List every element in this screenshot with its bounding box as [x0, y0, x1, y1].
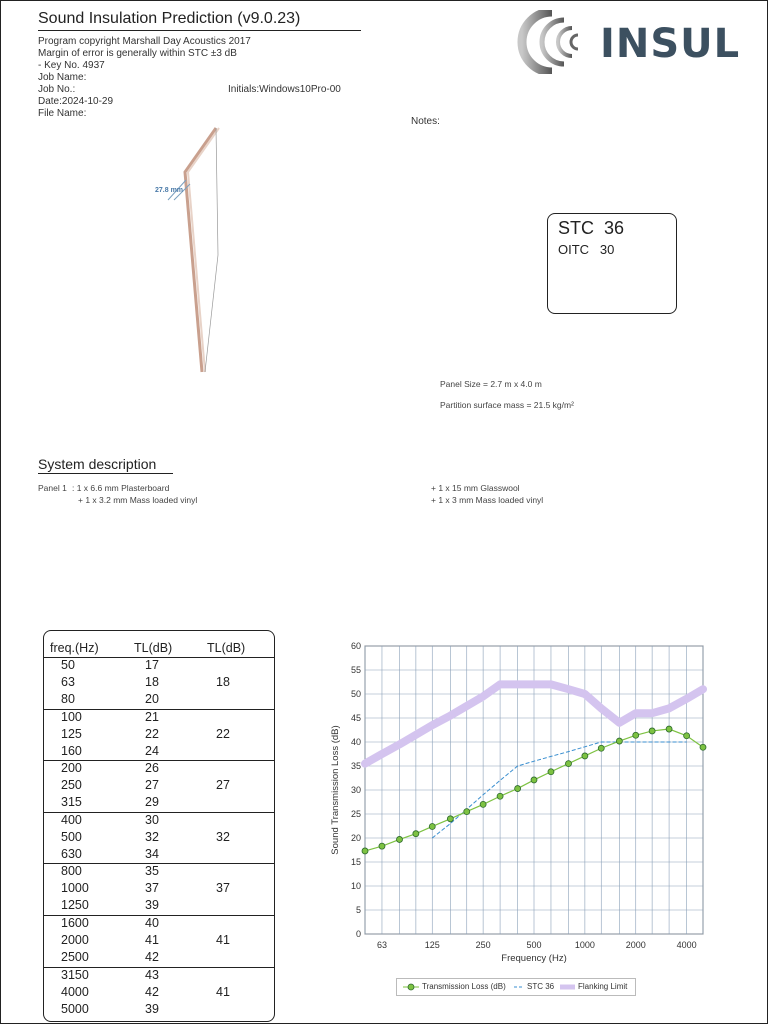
legend-stc: STC 36: [527, 982, 555, 991]
y-tick-label: 50: [350, 689, 361, 699]
oitc-rating: OITC 30: [558, 242, 615, 257]
x-tick-label: 2000: [625, 940, 646, 950]
header-freq: freq.(Hz): [50, 641, 99, 655]
octave-tl-cell: 27: [216, 778, 230, 793]
key-number: - Key No. 4937: [38, 60, 105, 71]
freq-cell: 50: [61, 658, 75, 672]
tl-point: [379, 843, 385, 849]
octave-group: [44, 915, 274, 967]
y-tick-label: 10: [350, 881, 361, 891]
tl-table: [43, 630, 275, 1022]
tl-cell: 34: [145, 846, 159, 861]
report-title: Sound Insulation Prediction (v9.0.23): [38, 10, 301, 27]
tl-point: [565, 761, 571, 767]
freq-cell: 500: [61, 829, 82, 844]
tl-cell: 35: [145, 864, 159, 879]
header-tl-octave: TL(dB): [207, 641, 246, 655]
tl-point: [429, 823, 435, 829]
tl-point: [515, 786, 521, 792]
panel-size: Panel Size = 2.7 m x 4.0 m: [440, 379, 542, 389]
system-description-heading: System description: [38, 456, 157, 472]
legend-tl: Transmission Loss (dB): [422, 982, 506, 991]
tl-point: [362, 848, 368, 854]
tl-point: [548, 769, 554, 775]
y-tick-label: 35: [350, 761, 361, 771]
title-underline: [38, 30, 361, 31]
octave-group: [44, 812, 274, 864]
tl-point: [447, 816, 453, 822]
panel-label: Panel 1: [38, 483, 67, 493]
tl-cell: 22: [145, 726, 159, 741]
x-tick-label: 500: [526, 940, 542, 950]
freq-cell: 63: [61, 675, 75, 689]
y-tick-label: 25: [350, 809, 361, 819]
tl-cell: 30: [145, 812, 159, 827]
surface-mass: Partition surface mass = 21.5 kg/m²: [440, 400, 574, 410]
y-tick-label: 0: [355, 929, 361, 939]
job-no-label: Job No.:: [38, 84, 76, 95]
tl-point: [582, 753, 588, 759]
chart-legend: [396, 978, 636, 996]
tl-cell: 43: [145, 967, 159, 982]
tl-cell: 32: [145, 829, 159, 844]
freq-cell: 5000: [61, 1001, 89, 1016]
tl-cell: 37: [145, 881, 159, 896]
freq-cell: 250: [61, 778, 82, 793]
tl-cell: 29: [145, 795, 159, 810]
freq-cell: 200: [61, 761, 82, 776]
freq-cell: 3150: [61, 967, 89, 982]
stc-rating: STC 36: [558, 218, 625, 238]
freq-cell: 2500: [61, 950, 89, 964]
freq-cell: 80: [61, 692, 75, 706]
tl-point: [666, 726, 672, 732]
y-tick-label: 5: [355, 905, 361, 915]
x-tick-label: 250: [475, 940, 491, 950]
y-tick-label: 60: [350, 641, 361, 651]
tl-cell: 42: [145, 984, 159, 999]
x-axis-label: Frequency (Hz): [501, 953, 567, 964]
tl-point: [497, 793, 503, 799]
x-tick-label: 1000: [574, 940, 595, 950]
date-text: Date:2024-10-29: [38, 96, 114, 107]
tl-point: [464, 809, 470, 815]
octave-tl-cell: 32: [216, 829, 230, 844]
freq-cell: 2000: [61, 933, 89, 947]
initials-text: Initials:Windows10Pro-00: [228, 84, 341, 95]
tl-cell: 18: [145, 675, 159, 689]
x-tick-label: 125: [424, 940, 440, 950]
legend-flanking: Flanking Limit: [578, 982, 628, 991]
tl-point: [700, 744, 706, 750]
y-tick-label: 15: [350, 857, 361, 867]
insul-logo: [514, 10, 741, 74]
octave-group: [44, 760, 274, 812]
freq-cell: 100: [61, 709, 82, 724]
y-axis-label: Sound Transmission Loss (dB): [330, 725, 341, 855]
freq-cell: 1250: [61, 898, 89, 913]
freq-cell: 1600: [61, 916, 89, 930]
tl-cell: 42: [145, 950, 159, 964]
tl-cell: 41: [145, 933, 159, 947]
x-tick-label: 4000: [676, 940, 697, 950]
tl-cell: 24: [145, 743, 159, 758]
y-tick-label: 55: [350, 665, 361, 675]
tl-cell: 40: [145, 916, 159, 930]
dimension-label: 27.8 mm: [155, 187, 184, 194]
octave-tl-cell: 22: [216, 726, 230, 741]
header-tl: TL(dB): [134, 641, 173, 655]
y-tick-label: 45: [350, 713, 361, 723]
freq-cell: 125: [61, 726, 82, 741]
octave-group: [44, 863, 274, 915]
notes-label: Notes:: [411, 116, 440, 127]
soundwave-icon: [514, 10, 594, 74]
job-name-label: Job Name:: [38, 72, 87, 83]
octave-group: [44, 657, 274, 709]
tl-cell: 26: [145, 761, 159, 776]
copyright-text: Program copyright Marshall Day Acoustics 2017: [38, 36, 251, 47]
octave-group: [44, 967, 274, 1019]
tl-point: [413, 831, 419, 837]
rating-box: [547, 213, 677, 314]
octave-tl-cell: 18: [216, 675, 230, 689]
tl-cell: 17: [145, 658, 159, 672]
tl-cell: 39: [145, 898, 159, 913]
tl-chart: [320, 636, 710, 976]
tl-point: [633, 732, 639, 738]
tl-point: [480, 801, 486, 807]
freq-cell: 4000: [61, 984, 89, 999]
layer-line: + 1 x 15 mm Glasswool: [431, 483, 520, 493]
tl-cell: 21: [145, 709, 159, 724]
tl-point: [649, 728, 655, 734]
tl-cell: 27: [145, 778, 159, 793]
tl-cell: 20: [145, 692, 159, 706]
file-name-label: File Name:: [38, 108, 87, 119]
freq-cell: 160: [61, 743, 82, 758]
freq-cell: 630: [61, 846, 82, 861]
tl-cell: 39: [145, 1001, 159, 1016]
octave-tl-cell: 41: [216, 933, 230, 947]
freq-cell: 1000: [61, 881, 89, 896]
tl-point: [616, 738, 622, 744]
tl-point: [684, 733, 690, 739]
margin-text: Margin of error is generally within STC ±3 dB: [38, 48, 237, 59]
y-tick-label: 30: [350, 785, 361, 795]
octave-tl-cell: 37: [216, 881, 230, 896]
y-tick-label: 20: [350, 833, 361, 843]
freq-cell: 800: [61, 864, 82, 879]
y-tick-label: 40: [350, 737, 361, 747]
octave-tl-cell: 41: [216, 984, 230, 999]
system-description-underline: [38, 473, 173, 474]
layer-line: + 1 x 3.2 mm Mass loaded vinyl: [78, 495, 198, 505]
tl-point: [598, 745, 604, 751]
freq-cell: 315: [61, 795, 82, 810]
tl-point: [531, 777, 537, 783]
freq-cell: 400: [61, 812, 82, 827]
tl-point: [396, 836, 402, 842]
layer-line: + 1 x 3 mm Mass loaded vinyl: [431, 495, 544, 505]
logo-wordmark: INSUL: [600, 21, 741, 67]
x-tick-label: 63: [376, 940, 387, 950]
partition-diagram: [150, 120, 260, 380]
layer-line: : 1 x 6.6 mm Plasterboard: [72, 483, 170, 493]
octave-group: [44, 709, 274, 761]
